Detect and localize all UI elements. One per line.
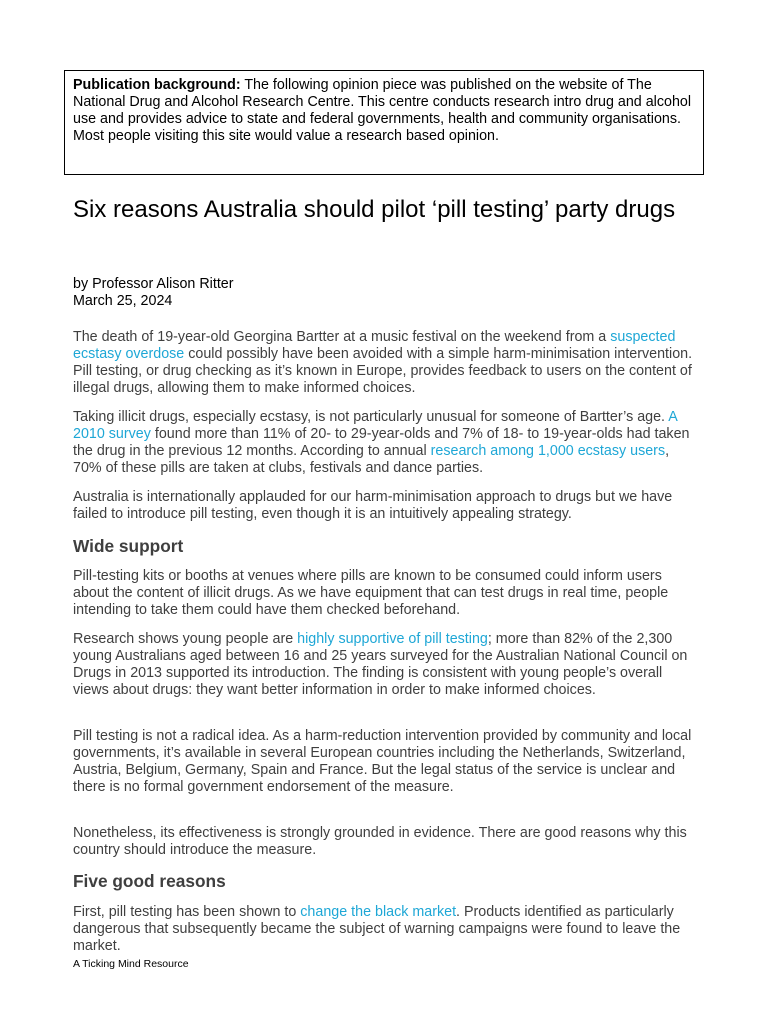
- article-author: by Professor Alison Ritter: [73, 276, 234, 292]
- publication-background-text: The following opinion piece was published on the website of The National Drug and Alcohol Research Centre. This centre conducts research intro drug and alcohol use and provides advice to state and federal governments, health and community organisations. Most people visiting this site would value a research based opinion.: [73, 77, 692, 144]
- paragraph-2-text-b: found more than 11% of 20- to 29-year-olds and 7% of 18- to 19-year-olds had taken the drug in the previous 12 months. According to annual: [73, 426, 690, 459]
- paragraph-1-text-b: could possibly have been avoided with a simple harm-minimisation intervention. Pill testing, or drug checking as it’s known in Europe, provides feedback to users on the content of illegal drugs, allowing them to make informed choices.: [73, 346, 693, 396]
- heading-five-good-reasons: Five good reasons: [73, 871, 226, 891]
- byline: [73, 276, 234, 310]
- article-title: Six reasons Australia should pilot ‘pill testing’ party drugs: [73, 196, 676, 223]
- paragraph-4: Pill-testing kits or booths at venues where pills are known to be consumed could inform users about the content of illicit drugs. As we have equipment that can test drugs in real time, people intending to take them could have them checked beforehand.: [73, 568, 669, 618]
- paragraph-2-text-c: , 70% of these pills are taken at clubs, festivals and dance parties.: [73, 443, 670, 476]
- paragraph-1-text-a: The death of 19-year-old Georgina Bartter at a music festival on the weekend from a: [73, 329, 611, 345]
- suspected-ecstasy-overdose-link[interactable]: suspected ecstasy overdose: [73, 329, 676, 362]
- change-black-market-link[interactable]: change the black market: [300, 904, 457, 920]
- paragraph-8-text-a: First, pill testing has been shown to: [73, 904, 301, 920]
- paragraph-5: [73, 631, 695, 699]
- paragraph-1: [73, 329, 695, 397]
- paragraph-2-text-a: Taking illicit drugs, especially ecstasy, is not particularly unusual for someone of Bartter’s age.: [73, 409, 669, 425]
- publication-background-box: [64, 70, 704, 175]
- paragraph-8-text-b: . Products identified as particularly dangerous that subsequently became the subject of warning campaigns were found to leave the market.: [73, 904, 681, 954]
- ecstasy-users-research-link[interactable]: research among 1,000 ecstasy users: [430, 443, 666, 459]
- paragraph-8: [73, 904, 695, 955]
- paragraph-6: Pill testing is not a radical idea. As a harm-reduction intervention provided by community and local governments, it’s available in several European countries including the Netherlands, Switzerland, Austria, Belgium, Germany, Spain and France. But the legal status of the service is unclear and there is no formal government endorsement of the measure.: [73, 728, 692, 795]
- footer-text: A Ticking Mind Resource: [73, 958, 189, 970]
- paragraph-5-text-a: Research shows young people are: [73, 631, 298, 647]
- paragraph-7: Nonetheless, its effectiveness is strongly grounded in evidence. There are good reasons why this country should introduce the measure.: [73, 825, 687, 858]
- publication-background-label: Publication background:: [73, 77, 241, 93]
- article-date: March 25, 2024: [73, 293, 173, 309]
- highly-supportive-link[interactable]: highly supportive of pill testing: [297, 631, 488, 647]
- survey-2010-link[interactable]: A 2010 survey: [73, 409, 677, 442]
- paragraph-5-text-b: ; more than 82% of the 2,300 young Australians aged between 16 and 25 years surveyed for the Australian National Council on Drugs in 2013 supported its introduction. The finding is consistent with young people’s overall views about drugs: they want better information in order to make informed choices.: [73, 631, 688, 698]
- heading-wide-support: Wide support: [73, 536, 184, 556]
- paragraph-3: Australia is internationally applauded for our harm-minimisation approach to drugs but we have failed to introduce pill testing, even though it is an intuitively appealing strategy.: [73, 489, 673, 522]
- paragraph-2: [73, 409, 695, 477]
